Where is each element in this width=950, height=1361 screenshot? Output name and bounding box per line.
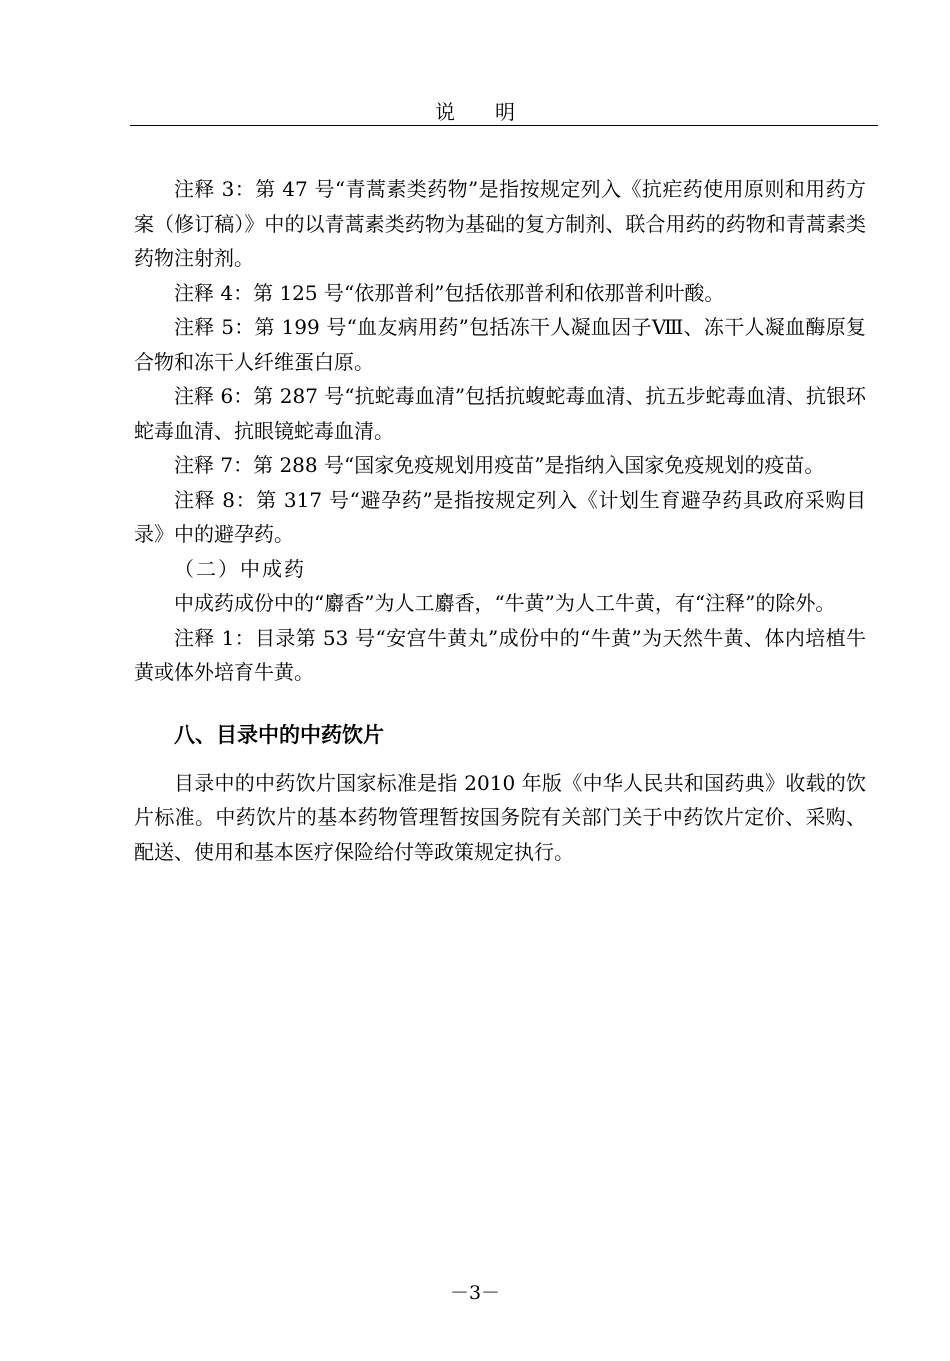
page-header-title: 说 明: [435, 100, 515, 124]
note-8-paragraph: 注释 8：第 317 号“避孕药”是指按规定列入《计划生育避孕药具政府采购目录》中的避孕药。: [134, 487, 866, 546]
note-7-paragraph: 注释 7：第 288 号“国家免疫规划用疫苗”是指纳入国家免疫规划的疫苗。: [174, 453, 825, 477]
tcm-intro-paragraph: 中成药成份中的“麝香”为人工麝香，“牛黄”为人工牛黄，有“注释”的除外。: [174, 591, 836, 615]
section-8-body: 目录中的中药饮片国家标准是指 2010 年版《中华人民共和国药典》收载的饮片标准。中药饮片的基本药物管理暂按国务院有关部门关于中药饮片定价、采购、配送、使用和基本医疗保险给付等政策规定执行。: [134, 770, 866, 864]
section-8-heading: 八、目录中的中药饮片: [174, 722, 384, 747]
subheading-chinese-patent-medicine: （二）中成药: [174, 556, 306, 581]
header-divider: [130, 125, 878, 126]
page-number: －3－: [449, 1282, 501, 1304]
note-5-paragraph: 注释 5：第 199 号“血友病用药”包括冻干人凝血因子Ⅷ、冻干人凝血酶原复合物和冻干人纤维蛋白原。: [134, 315, 866, 374]
tcm-note-1-paragraph: 注释 1：目录第 53 号“安宫牛黄丸”成份中的“牛黄”为天然牛黄、体内培植牛黄或体外培育牛黄。: [134, 625, 866, 684]
note-3-paragraph: 注释 3：第 47 号“青蒿素类药物”是指按规定列入《抗疟药使用原则和用药方案（修订稿）》中的以青蒿素类药物为基础的复方制剂、联合用药的药物和青蒿素类药物注射剂。: [134, 177, 866, 270]
document-body: [134, 172, 866, 869]
note-6-paragraph: 注释 6：第 287 号“抗蛇毒血清”包括抗蝮蛇毒血清、抗五步蛇毒血清、抗银环蛇毒血清、抗眼镜蛇毒血清。: [134, 384, 866, 443]
note-4-paragraph: 注释 4：第 125 号“依那普利”包括依那普利和依那普利叶酸。: [174, 280, 725, 305]
